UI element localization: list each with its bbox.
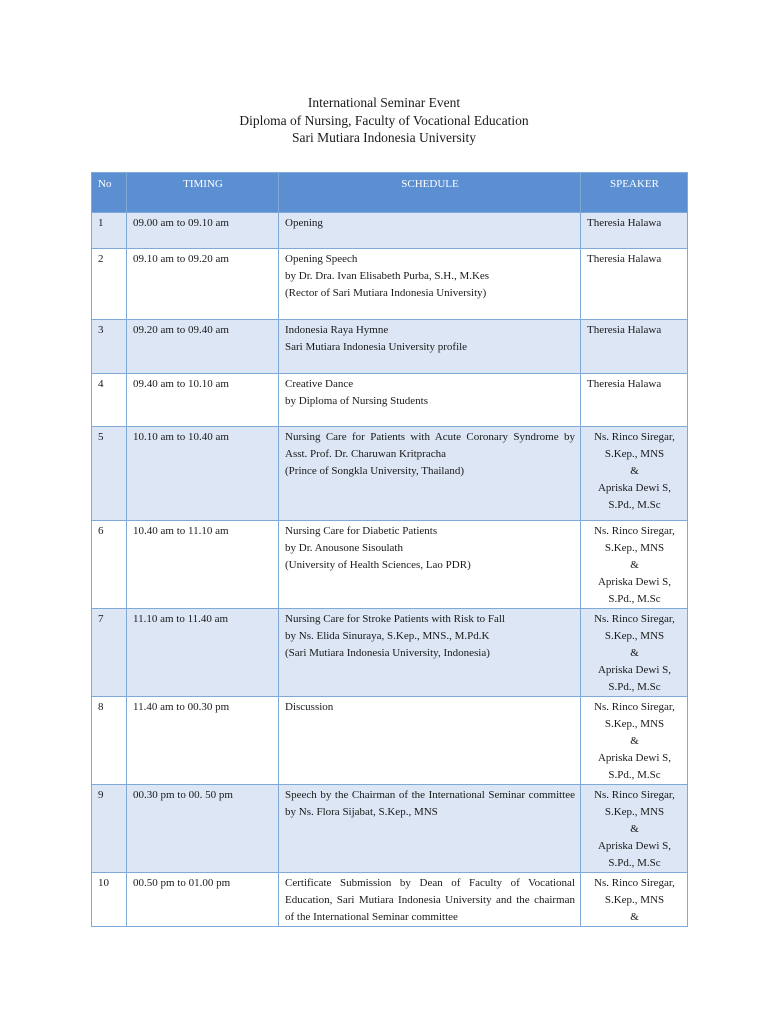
row-number: 9 <box>92 785 127 873</box>
table-row <box>92 609 688 697</box>
speaker-line: & <box>630 647 639 659</box>
schedule-line: Opening Speech <box>285 253 358 265</box>
row-speaker <box>581 374 688 427</box>
speaker-line: Ns. Rinco Siregar, <box>594 431 675 443</box>
speaker-line: S.Kep., MNS <box>604 806 665 818</box>
speaker-line: & <box>630 735 639 747</box>
row-speaker <box>581 697 688 785</box>
speaker-line: Ns. Rinco Siregar, <box>594 789 675 801</box>
schedule-line: Nursing Care for Stroke Patients with Risk to Fall <box>285 613 505 625</box>
heading-line-2: Diploma of Nursing, Faculty of Vocational Education <box>239 112 529 128</box>
speaker-line: Ns. Rinco Siregar, <box>594 701 675 713</box>
row-timing: 10.40 am to 11.10 am <box>127 521 279 609</box>
schedule-line: (Rector of Sari Mutiara Indonesia University) <box>285 287 487 299</box>
speaker-line: Theresia Halawa <box>587 378 662 390</box>
schedule-line: Nursing Care for Diabetic Patients <box>285 525 438 537</box>
row-timing: 10.10 am to 10.40 am <box>127 427 279 521</box>
row-timing: 11.10 am to 11.40 am <box>127 609 279 697</box>
header-speaker: SPEAKER <box>581 173 688 213</box>
table-row <box>92 521 688 609</box>
row-schedule <box>279 213 581 249</box>
row-timing: 00.50 pm to 01.00 pm <box>127 873 279 927</box>
schedule-line: Speech by the Chairman of the International Seminar committee by Ns. Flora Sijabat, S.Kep., MNS <box>285 789 575 818</box>
schedule-line: Certificate Submission by Dean of Faculty of Vocational Education, Sari Mutiara Indonesia University and the chairman of the International Seminar committee <box>285 877 575 923</box>
schedule-line: Creative Dance <box>285 378 354 390</box>
table-row <box>92 249 688 320</box>
speaker-line: Theresia Halawa <box>587 253 662 265</box>
row-number: 3 <box>92 320 127 374</box>
row-number: 7 <box>92 609 127 697</box>
row-schedule <box>279 785 581 873</box>
schedule-line: Nursing Care for Patients with Acute Coronary Syndrome by Asst. Prof. Dr. Charuwan Kritpracha <box>285 431 575 460</box>
row-number: 1 <box>92 213 127 249</box>
table-header-row <box>92 173 688 213</box>
row-schedule <box>279 521 581 609</box>
row-schedule <box>279 609 581 697</box>
speaker-line: & <box>630 911 639 923</box>
speaker-line: Apriska Dewi S, <box>597 752 672 764</box>
row-timing: 09.10 am to 09.20 am <box>127 249 279 320</box>
row-speaker <box>581 785 688 873</box>
table-row <box>92 320 688 374</box>
row-schedule <box>279 427 581 521</box>
schedule-line: (University of Health Sciences, Lao PDR) <box>285 559 471 571</box>
header-schedule: SCHEDULE <box>279 173 581 213</box>
speaker-line: Theresia Halawa <box>587 217 662 229</box>
table-row <box>92 374 688 427</box>
speaker-line: Theresia Halawa <box>587 324 662 336</box>
schedule-line: (Sari Mutiara Indonesia University, Indonesia) <box>285 647 490 659</box>
row-timing: 09.20 am to 09.40 am <box>127 320 279 374</box>
row-timing: 09.00 am to 09.10 am <box>127 213 279 249</box>
header-timing: TIMING <box>127 173 279 213</box>
table-body <box>92 213 688 927</box>
speaker-line: S.Kep., MNS <box>604 718 665 730</box>
table-row <box>92 873 688 927</box>
table-row <box>92 427 688 521</box>
table-row <box>92 785 688 873</box>
schedule-line: (Prince of Songkla University, Thailand) <box>285 465 465 477</box>
schedule-line: Discussion <box>285 701 334 713</box>
row-schedule <box>279 249 581 320</box>
row-speaker <box>581 427 688 521</box>
row-speaker <box>581 873 688 927</box>
schedule-line: Opening <box>285 217 323 229</box>
row-speaker <box>581 609 688 697</box>
table-row <box>92 697 688 785</box>
schedule-line: Indonesia Raya Hymne <box>285 324 389 336</box>
speaker-line: Apriska Dewi S, <box>597 482 672 494</box>
speaker-line: & <box>630 465 639 477</box>
row-schedule <box>279 697 581 785</box>
row-number: 10 <box>92 873 127 927</box>
schedule-line: by Ns. Elida Sinuraya, S.Kep., MNS., M.Pd.K <box>285 630 490 642</box>
speaker-line: S.Kep., MNS <box>604 894 665 906</box>
speaker-line: Apriska Dewi S, <box>597 664 672 676</box>
header-no: No <box>92 173 127 213</box>
row-schedule <box>279 320 581 374</box>
heading-line-3: Sari Mutiara Indonesia University <box>291 130 477 145</box>
speaker-line: S.Kep., MNS <box>604 542 665 554</box>
row-number: 2 <box>92 249 127 320</box>
row-schedule <box>279 374 581 427</box>
speaker-line: Ns. Rinco Siregar, <box>594 877 675 889</box>
speaker-line: S.Pd., M.Sc <box>608 769 661 781</box>
schedule-table <box>91 172 688 927</box>
table-row <box>92 213 688 249</box>
row-speaker <box>581 213 688 249</box>
row-speaker <box>581 521 688 609</box>
heading-line-1: International Seminar Event <box>307 95 461 110</box>
row-speaker <box>581 249 688 320</box>
speaker-line: Apriska Dewi S, <box>597 840 672 852</box>
schedule-line: by Dr. Dra. Ivan Elisabeth Purba, S.H., M.Kes <box>285 270 490 282</box>
speaker-line: S.Pd., M.Sc <box>608 857 661 869</box>
schedule-line: Sari Mutiara Indonesia University profile <box>285 341 468 353</box>
speaker-line: & <box>630 559 639 571</box>
speaker-line: S.Pd., M.Sc <box>608 499 661 511</box>
row-number: 5 <box>92 427 127 521</box>
speaker-line: & <box>630 823 639 835</box>
schedule-line: by Diploma of Nursing Students <box>285 395 428 407</box>
speaker-line: Ns. Rinco Siregar, <box>594 525 675 537</box>
row-number: 6 <box>92 521 127 609</box>
row-number: 4 <box>92 374 127 427</box>
schedule-line: by Dr. Anousone Sisoulath <box>285 542 403 554</box>
row-timing: 11.40 am to 00.30 pm <box>127 697 279 785</box>
row-timing: 09.40 am to 10.10 am <box>127 374 279 427</box>
speaker-line: Apriska Dewi S, <box>597 576 672 588</box>
speaker-line: S.Pd., M.Sc <box>608 593 661 605</box>
speaker-line: S.Pd., M.Sc <box>608 681 661 693</box>
row-number: 8 <box>92 697 127 785</box>
speaker-line: S.Kep., MNS <box>604 448 665 460</box>
document-heading <box>0 94 768 147</box>
row-schedule <box>279 873 581 927</box>
speaker-line: S.Kep., MNS <box>604 630 665 642</box>
speaker-line: Ns. Rinco Siregar, <box>594 613 675 625</box>
row-speaker <box>581 320 688 374</box>
row-timing: 00.30 pm to 00. 50 pm <box>127 785 279 873</box>
